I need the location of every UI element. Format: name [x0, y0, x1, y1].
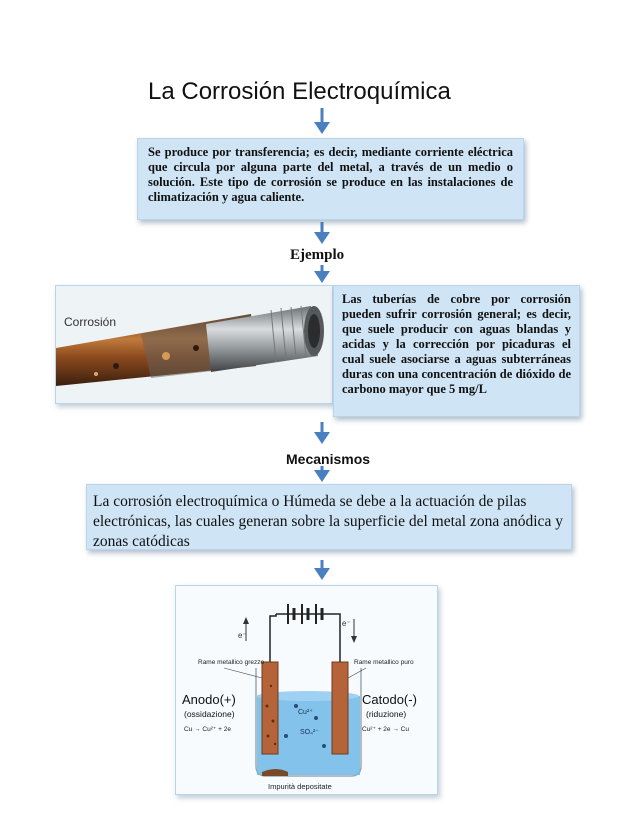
- arrow-6: [314, 560, 330, 580]
- cathode-sub-label: (riduzione): [366, 709, 407, 719]
- pipe-image-caption: Corrosión: [64, 315, 117, 329]
- arrow-4: [314, 422, 330, 444]
- electron-label-left: e⁻: [238, 631, 247, 640]
- electrolytic-cell-image: [175, 585, 438, 795]
- mechanisms-label: Mecanismos: [286, 451, 371, 467]
- mechanisms-box: La corrosión electroquímica o Húmeda se debe a la actuación de pilas electrónicas, las cuales generan sobre la superficie del metal zona anódica y zonas catódicas: [86, 484, 572, 550]
- example-box: Las tuberías de cobre por corrosión pueden sufrir corrosión general; es decir, que suele producir con aguas blandas y acidas y la corrección por picaduras el cual suele asociarse a aguas subterráneas duras con una concentración de dióxido de carbono mayor que 5 mg/L: [333, 285, 580, 417]
- cathode-reaction: Cu²⁺ + 2e → Cu: [362, 726, 409, 733]
- impurities-label: Impurità depositate: [268, 782, 332, 791]
- anode-label: Anodo(+): [182, 692, 236, 707]
- electron-label-right: e⁻: [342, 619, 351, 628]
- ion-so4-label: SO₄²⁻: [300, 729, 319, 736]
- arrow-2: [314, 222, 330, 244]
- arrow-3: [314, 265, 330, 283]
- cathode-material-label: Rame metallico puro: [354, 659, 414, 666]
- example-label: Ejemplo: [290, 247, 345, 263]
- diagram-title: La Corrosión Electroquímica: [148, 78, 451, 105]
- ion-cu-label: Cu²⁺: [298, 709, 313, 716]
- cathode-label: Catodo(-): [362, 692, 417, 707]
- definition-box: Se produce por transferencia; es decir, mediante corriente eléctrica que circula por alguna parte del metal, a través de un medio o solución. Este tipo de corrosión se produce en las instalaciones de climatización y agua caliente.: [137, 138, 524, 220]
- anode-sub-label: (ossidazione): [184, 709, 235, 719]
- pipe-corrosion-image: [55, 285, 333, 404]
- arrow-5: [314, 466, 330, 482]
- anode-reaction: Cu → Cu²⁺ + 2e: [184, 726, 231, 733]
- anode-material-label: Rame metallico grezzo: [198, 659, 265, 666]
- arrow-1: [314, 108, 330, 134]
